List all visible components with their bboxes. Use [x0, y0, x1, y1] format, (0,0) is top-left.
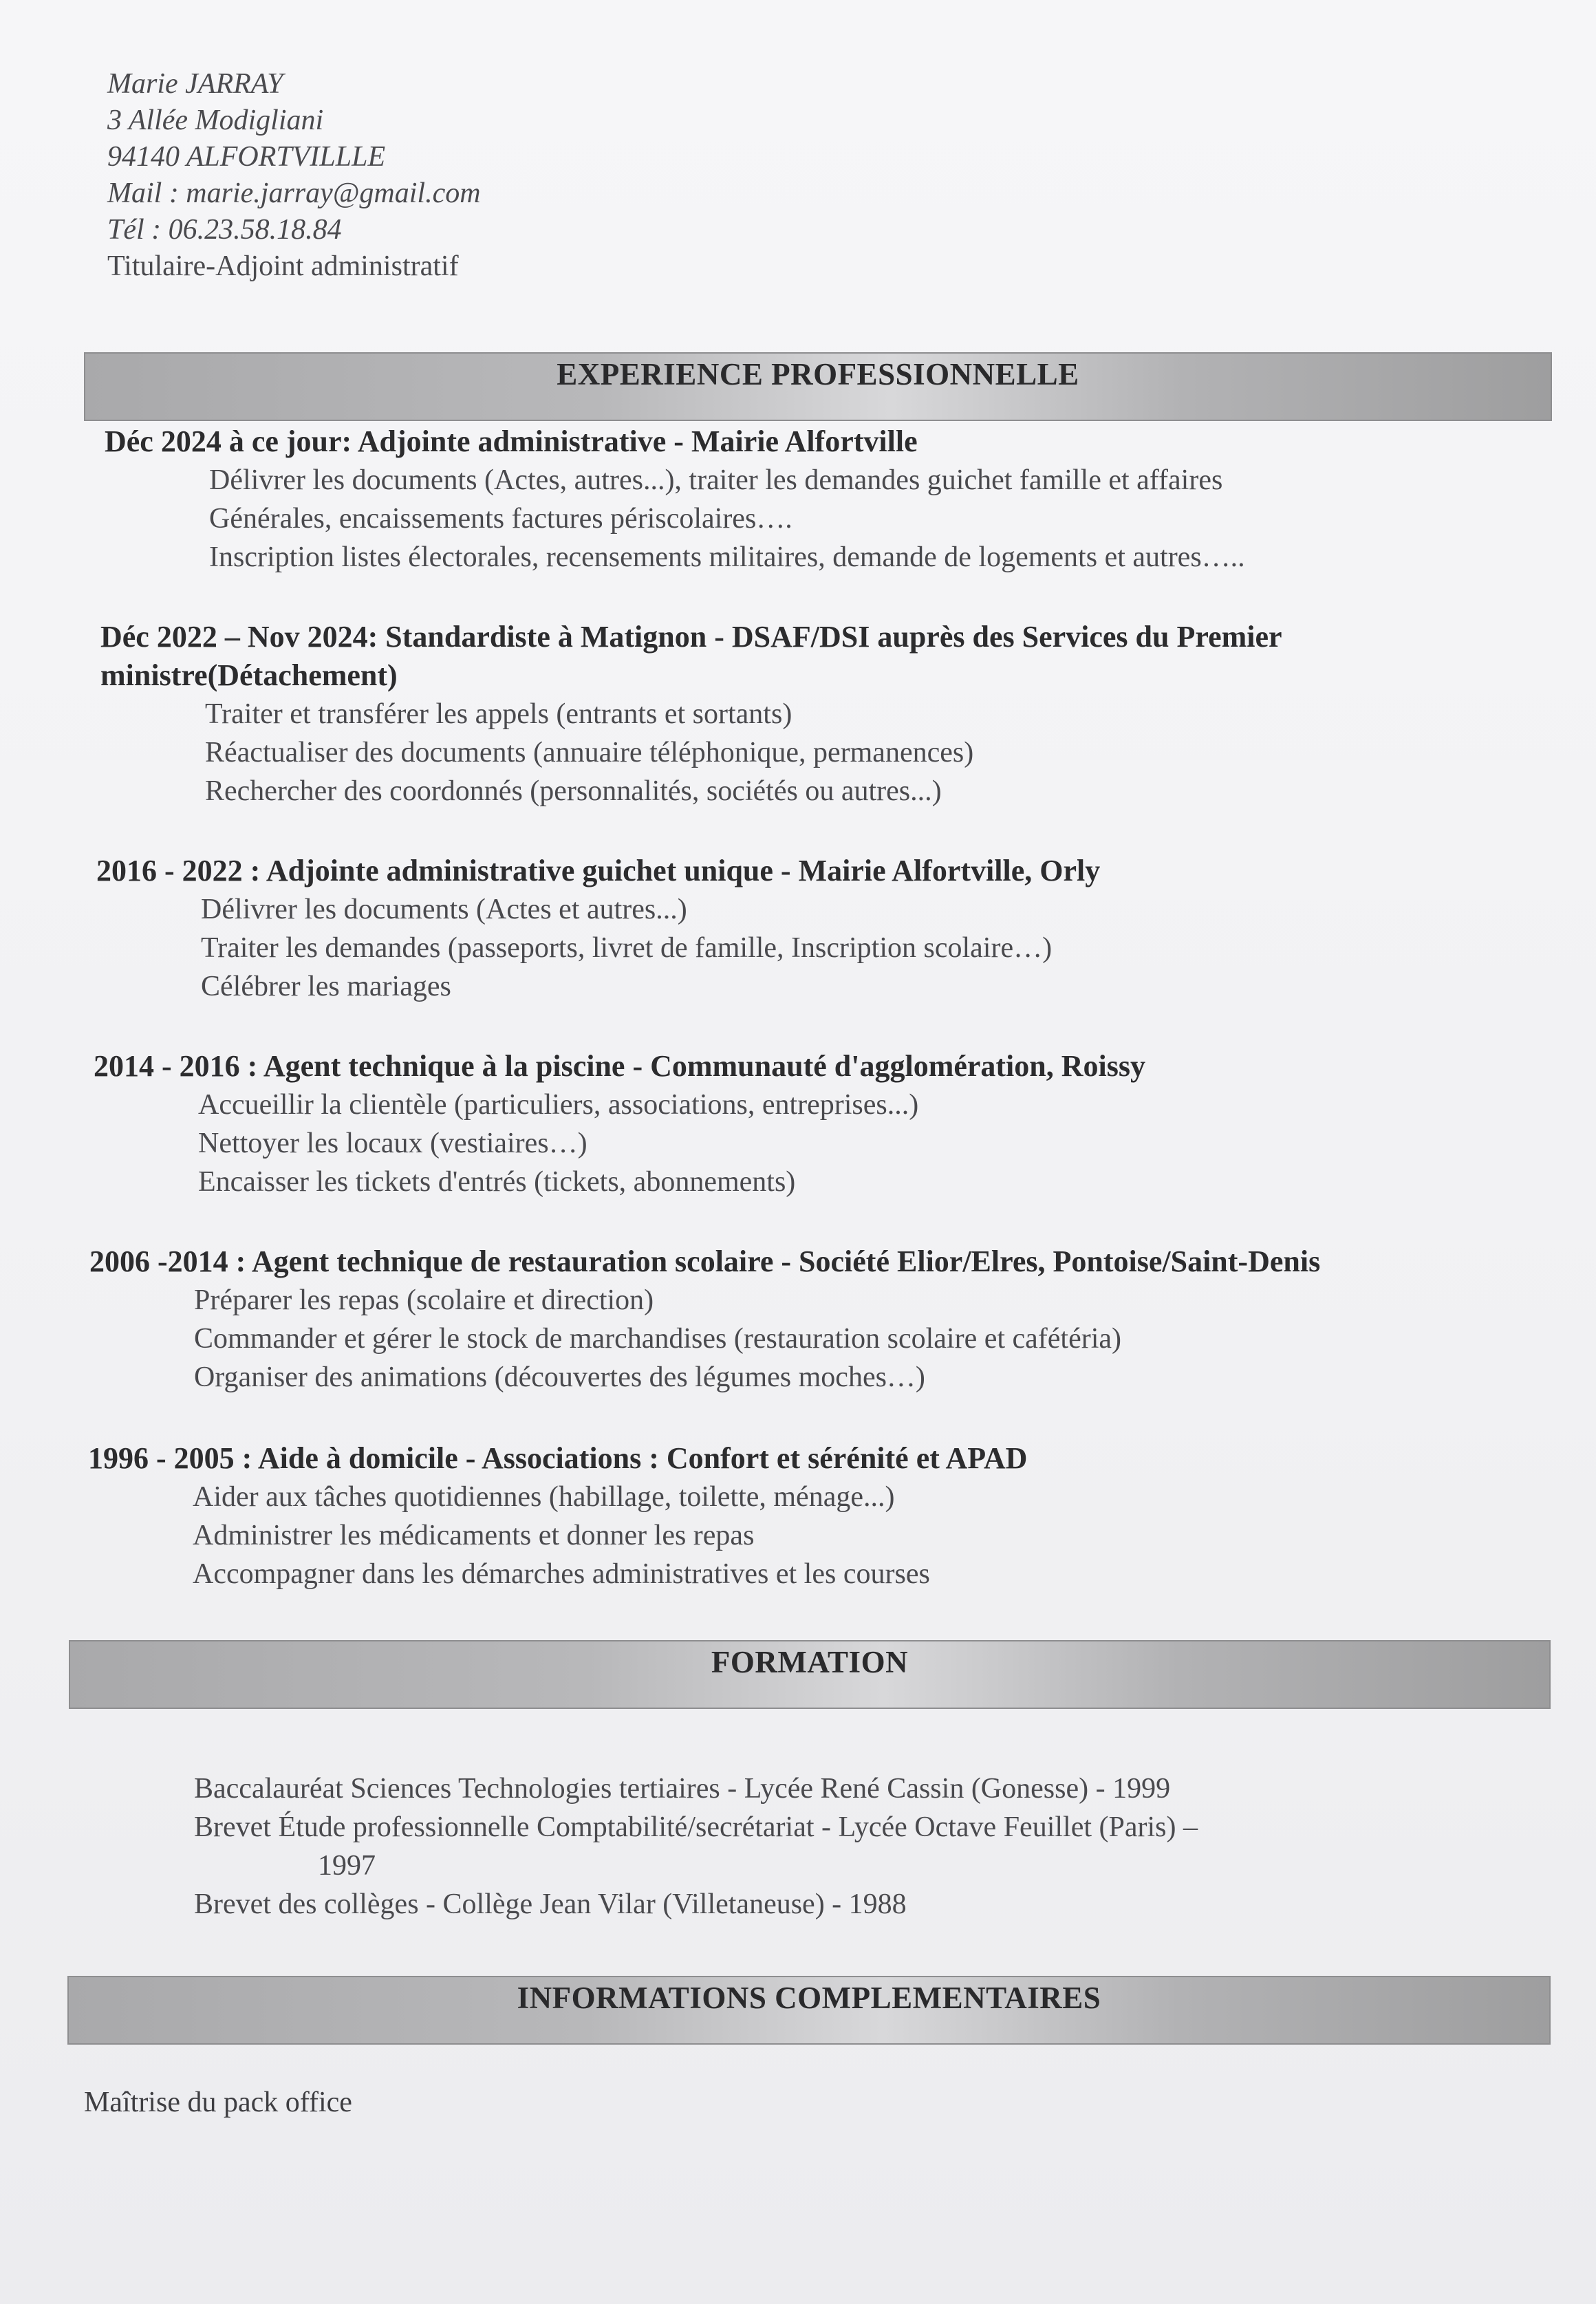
job-task: Préparer les repas (scolaire et direction): [194, 1284, 654, 1316]
contact-header: [107, 66, 481, 285]
job-task: Aider aux tâches quotidiennes (habillage, toilette, ménage...): [193, 1481, 895, 1513]
job-entry: [96, 852, 1100, 1006]
job-entry: [105, 422, 1245, 577]
section-header-formation: [69, 1640, 1551, 1709]
info-item: Maîtrise du pack office: [84, 2087, 352, 2118]
job-task: Célébrer les mariages: [201, 971, 451, 1002]
job-title: Déc 2022 – Nov 2024: Standardiste à Matignon - DSAF/DSI auprès des Services du Premier: [100, 620, 1282, 654]
contact-address-street: 3 Allée Modigliani: [107, 105, 324, 136]
job-title: 2006 -2014 : Agent technique de restauration scolaire - Société Elior/Elres, Pontoise/Saint-Denis: [89, 1245, 1321, 1278]
job-entry: [89, 1242, 1320, 1397]
job-task: Encaisser les tickets d'entrés (tickets, abonnements): [198, 1166, 796, 1198]
section-title-info: INFORMATIONS COMPLEMENTAIRES: [517, 1981, 1101, 2015]
job-task: Réactualiser des documents (annuaire téléphonique, permanences): [205, 737, 974, 768]
section-header-experience: [84, 352, 1552, 421]
job-entry: [94, 1047, 1145, 1201]
job-title-continued: ministre(Détachement): [100, 658, 398, 692]
formation-item: Baccalauréat Sciences Technologies tertiaires - Lycée René Cassin (Gonesse) - 1999: [194, 1773, 1171, 1805]
job-task: Générales, encaissements factures périscolaires….: [209, 503, 792, 535]
job-task: Traiter et transférer les appels (entrants et sortants): [205, 698, 792, 730]
job-task: Accompagner dans les démarches administratives et les courses: [193, 1558, 930, 1590]
job-entry: [100, 618, 1282, 810]
contact-phone: Tél : 06.23.58.18.84: [107, 214, 342, 246]
formation-item: Brevet Étude professionnelle Comptabilité/secrétariat - Lycée Octave Feuillet (Paris) –: [194, 1811, 1198, 1843]
job-task: Administrer les médicaments et donner les repas: [193, 1520, 755, 1551]
job-task: Délivrer les documents (Actes, autres...), traiter les demandes guichet famille et affaires: [209, 464, 1223, 496]
job-title: 2016 - 2022 : Adjointe administrative guichet unique - Mairie Alfortville, Orly: [96, 854, 1101, 887]
job-task: Commander et gérer le stock de marchandises (restauration scolaire et cafétéria): [194, 1323, 1122, 1355]
formation-item: Brevet des collèges - Collège Jean Vilar (Villetaneuse) - 1988: [194, 1888, 907, 1920]
formation-item-continued: 1997: [318, 1850, 376, 1882]
job-task: Rechercher des coordonnés (personnalités, sociétés ou autres...): [205, 775, 942, 807]
section-header-info: [67, 1976, 1551, 2045]
job-entry: [88, 1439, 1027, 1593]
section-title-experience: EXPERIENCE PROFESSIONNELLE: [557, 357, 1079, 391]
job-task: Accueillir la clientèle (particuliers, associations, entreprises...): [198, 1089, 919, 1121]
contact-address-city: 94140 ALFORTVILLLE: [107, 141, 386, 173]
contact-name: Marie JARRAY: [107, 68, 283, 100]
formation-list: [194, 1769, 1198, 1924]
job-title: 1996 - 2005 : Aide à domicile - Associations : Confort et sérénité et APAD: [88, 1441, 1028, 1475]
job-task: Organiser des animations (découvertes des légumes moches…): [194, 1361, 925, 1393]
job-title: 2014 - 2016 : Agent technique à la piscine - Communauté d'agglomération, Roissy: [94, 1049, 1145, 1083]
job-task: Traiter les demandes (passeports, livret de famille, Inscription scolaire…): [201, 932, 1053, 964]
contact-status: Titulaire-Adjoint administratif: [107, 250, 459, 282]
job-task: Délivrer les documents (Actes et autres...): [201, 894, 687, 925]
job-task: Inscription listes électorales, recensements militaires, demande de logements et autres…..: [209, 541, 1245, 573]
job-task: Nettoyer les locaux (vestiaires…): [198, 1128, 587, 1159]
contact-mail: Mail : marie.jarray@gmail.com: [107, 177, 481, 209]
job-title: Déc 2024 à ce jour: Adjointe administrative - Mairie Alfortville: [105, 424, 918, 458]
section-title-formation: FORMATION: [711, 1645, 909, 1679]
